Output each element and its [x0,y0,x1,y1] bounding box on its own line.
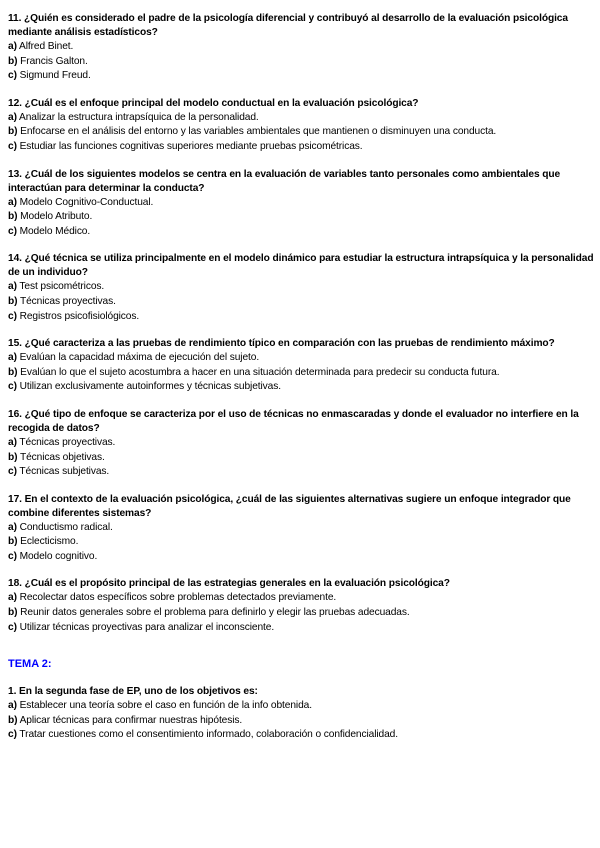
document-page [8,12,594,756]
option-text: Conductismo radical. [19,521,113,533]
option-letter: a) [8,436,17,448]
answer-option [8,111,594,126]
question-statement: ¿Qué tipo de enfoque se caracteriza por el uso de técnicas no enmascaradas y donde el evaluador no interfiere en la recogida de datos? [8,408,579,434]
answer-option [8,714,594,729]
question-number: 1. [8,686,17,698]
option-text: Tratar cuestiones como el consentimiento informado, colaboración o confidencialidad. [19,729,398,741]
answer-option [8,591,594,606]
option-letter: b) [8,126,18,138]
section-title: TEMA 2: [8,658,52,671]
question-text [8,493,594,521]
option-letter: c) [8,381,17,393]
answer-option [8,40,594,55]
answer-option [8,210,594,225]
question-block [8,337,594,395]
option-letter: b) [8,366,18,378]
option-text: Modelo cognitivo. [19,550,98,562]
option-text: Test psicométricos. [19,281,105,293]
option-letter: b) [8,536,18,548]
question-statement: ¿Quién es considerado el padre de la psicología diferencial y contribuyó al desarrollo de la evaluación psicológica mediante análisis estadísticos? [8,13,568,38]
option-text: Estudiar las funciones cognitivas superiores mediante pruebas psicométricas. [19,140,363,152]
question-number: 11. [8,13,22,24]
option-letter: a) [8,281,17,293]
question-statement: ¿Cuál es el enfoque principal del modelo conductual en la evaluación psicológica? [24,97,419,109]
question-block [8,493,594,565]
option-letter: c) [8,310,17,322]
option-letter: a) [8,521,17,533]
option-text: Registros psicofisiológicos. [19,310,140,322]
option-text: Sigmund Freud. [19,70,91,82]
option-letter: c) [8,225,17,237]
answer-option [8,295,594,310]
question-statement: ¿Cuál de los siguientes modelos se centra en la evaluación de variables tanto personales como ambientales que interactúan para determinar la conducta? [8,168,561,194]
option-letter: a) [8,111,17,123]
question-text [8,408,594,436]
option-letter: b) [8,714,18,726]
question-number: 16. [8,408,22,420]
answer-option [8,521,594,536]
option-text: Eclecticismo. [20,536,79,548]
question-text [8,685,594,699]
option-letter: c) [8,466,17,478]
question-number: 12. [8,97,22,109]
option-letter: a) [8,352,17,364]
answer-option [8,366,594,381]
answer-option [8,125,594,140]
option-letter: c) [8,729,17,741]
option-text: Utilizan exclusivamente autoinformes y técnicas subjetivas. [19,381,281,393]
option-text: Analizar la estructura intrapsíquica de la personalidad. [19,111,259,123]
option-letter: c) [8,140,17,152]
option-letter: a) [8,592,17,604]
question-text [8,337,594,351]
option-text: Aplicar técnicas para confirmar nuestras hipótesis. [19,714,243,726]
option-letter: b) [8,451,18,463]
question-number: 18. [8,578,22,590]
answer-option [8,436,594,451]
option-text: Evalúan lo que el sujeto acostumbra a hacer en una situación determinada para predecir su conducta futura. [20,366,500,378]
option-text: Alfred Binet. [19,41,74,52]
answer-option [8,465,594,480]
option-letter: a) [8,196,17,208]
answer-option [8,225,594,240]
option-letter: c) [8,621,17,633]
answer-option [8,606,594,621]
question-statement: ¿Qué técnica se utiliza principalmente en el modelo dinámico para estudiar la estructura intrapsíquica y la personalidad de un individuo? [8,253,594,279]
option-text: Utilizar técnicas proyectivas para analizar el inconsciente. [19,621,275,633]
option-text: Reunir datos generales sobre el problema para definirlo y elegir las pruebas adecuadas. [20,607,410,619]
question-statement: En el contexto de la evaluación psicológica, ¿cuál de las siguientes alternativas sugiere un enfoque integrador que combine diferentes sistemas? [8,493,571,519]
answer-option [8,69,594,84]
answer-option [8,140,594,155]
option-letter: b) [8,211,18,223]
answer-option [8,380,594,395]
question-number: 15. [8,338,22,350]
option-text: Modelo Cognitivo-Conductual. [19,196,154,208]
answer-option [8,310,594,325]
section-questions-list [8,685,594,743]
question-block [8,408,594,480]
option-letter: c) [8,70,17,82]
question-block [8,685,594,743]
option-text: Francis Galton. [20,55,88,67]
question-statement: ¿Cuál es el propósito principal de las estrategias generales en la evaluación psicológica? [24,578,450,590]
questions-list [8,12,594,635]
option-letter: a) [8,700,17,712]
answer-option [8,699,594,714]
answer-option [8,728,594,743]
question-block [8,252,594,324]
question-text [8,12,594,40]
option-text: Técnicas subjetivas. [19,466,110,478]
question-block [8,97,594,155]
answer-option [8,55,594,70]
option-letter: a) [8,41,17,52]
question-text [8,577,594,591]
question-block [8,168,594,240]
answer-option [8,451,594,466]
answer-option [8,621,594,636]
answer-option [8,550,594,565]
option-text: Enfocarse en el análisis del entorno y las variables ambientales que mantienen o disminuyen una conducta. [20,126,497,138]
answer-option [8,280,594,295]
option-text: Evalúan la capacidad máxima de ejecución del sujeto. [19,352,260,364]
option-text: Modelo Atributo. [20,211,93,223]
question-block [8,12,594,84]
question-number: 14. [8,253,22,265]
question-text [8,168,594,196]
option-text: Técnicas proyectivas. [19,295,116,307]
question-text [8,97,594,111]
option-letter: b) [8,607,18,619]
answer-option [8,535,594,550]
option-text: Establecer una teoría sobre el caso en función de la info obtenida. [19,700,312,712]
question-statement: ¿Qué caracteriza a las pruebas de rendimiento típico en comparación con las pruebas de rendimiento máximo? [24,338,555,350]
answer-option [8,351,594,366]
option-text: Técnicas proyectivas. [19,436,116,448]
question-text [8,252,594,280]
question-number: 13. [8,168,22,180]
option-text: Técnicas objetivas. [19,451,105,463]
option-text: Modelo Médico. [19,225,91,237]
question-statement: En la segunda fase de EP, uno de los objetivos es: [19,686,258,698]
question-number: 17. [8,493,22,505]
question-block [8,577,594,635]
option-letter: b) [8,295,18,307]
option-letter: b) [8,55,18,67]
option-text: Recolectar datos específicos sobre problemas detectados previamente. [19,592,337,604]
option-letter: c) [8,550,17,562]
answer-option [8,196,594,211]
